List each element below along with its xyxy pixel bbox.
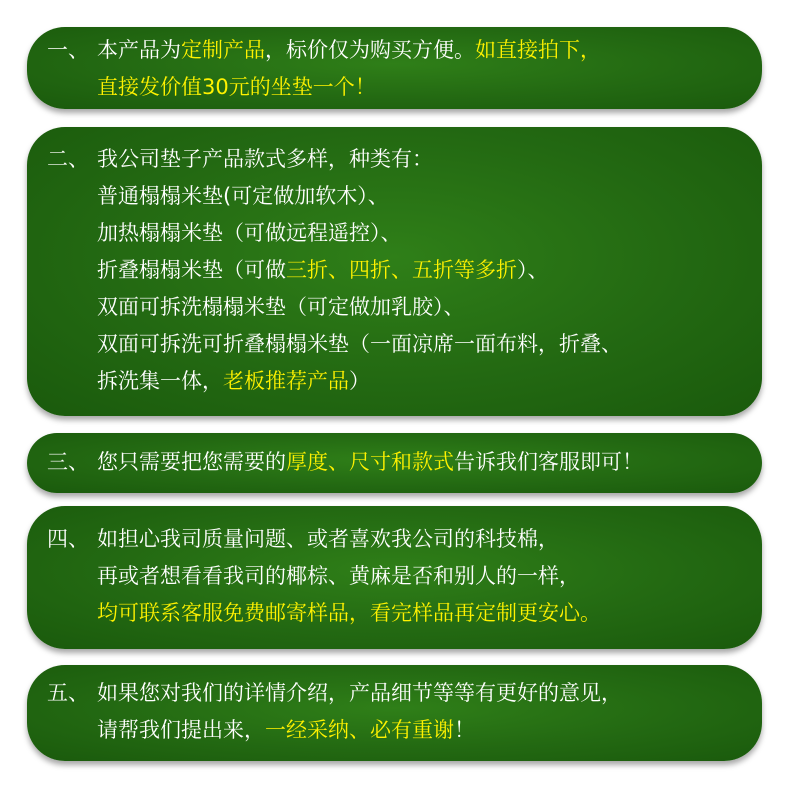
text-segment: 我公司垫子产品款式多样，种类有： (97, 147, 433, 171)
highlight-text: 老板推荐产品 (223, 369, 349, 393)
text-segment: ） (349, 369, 370, 393)
card-line (47, 675, 742, 712)
text-segment: 如果您对我们的详情介绍，产品细节等等有更好的意见， (97, 681, 622, 705)
card-line (47, 521, 742, 558)
card-line (47, 141, 742, 178)
notice-card-product-types (27, 127, 762, 416)
highlight-text: 厚度、尺寸和款式 (286, 450, 454, 474)
text-segment: 加热榻榻米垫（可做远程遥控）、 (97, 221, 402, 245)
text-segment: 您只需要把您需要的 (97, 450, 286, 474)
highlight-text: 直接发价值30元的坐垫一个！ (97, 75, 376, 99)
card-line (47, 363, 742, 400)
section-number: 三、 (47, 450, 89, 474)
text-segment: 折叠榻榻米垫（可做 (97, 258, 286, 282)
card-line (47, 69, 742, 106)
section-number: 一、 (47, 38, 89, 62)
highlight-text: 一经采纳、必有重谢 (265, 718, 454, 742)
text-segment: 双面可拆洗可折叠榻榻米垫（一面凉席一面布料，折叠、 (97, 332, 622, 356)
text-segment: 告诉我们客服即可！ (454, 450, 643, 474)
notice-card-custom-product (27, 27, 762, 109)
section-number: 五、 (47, 681, 89, 705)
notice-card-feedback (27, 665, 762, 761)
card-line (47, 444, 742, 481)
notice-card-customer-service (27, 433, 762, 493)
text-segment: 拆洗集一体， (97, 369, 223, 393)
card-line (47, 712, 742, 749)
text-segment: ，标价仅为购买方便。 (265, 38, 475, 62)
highlight-text: 定制产品 (181, 38, 265, 62)
text-segment: 请帮我们提出来， (97, 718, 265, 742)
text-segment: 普通榻榻米垫(可定做加软木）、 (97, 184, 389, 208)
card-line (47, 558, 742, 595)
card-line (47, 252, 742, 289)
text-segment: ）、 (517, 258, 549, 282)
card-line (47, 178, 742, 215)
text-segment: 再或者想看看我司的椰棕、黄麻是否和别人的一样， (97, 564, 580, 588)
card-line (47, 595, 742, 632)
section-number: 二、 (47, 147, 89, 171)
card-line (47, 32, 742, 69)
text-segment: 双面可拆洗榻榻米垫（可定做加乳胶）、 (97, 295, 465, 319)
text-segment: 如担心我司质量问题、或者喜欢我公司的科技棉， (97, 527, 559, 551)
text-segment: ！ (454, 718, 475, 742)
card-line (47, 326, 742, 363)
highlight-text: 三折、四折、五折等多折 (286, 258, 517, 282)
card-line (47, 215, 742, 252)
section-number: 四、 (47, 527, 89, 551)
card-line (47, 289, 742, 326)
highlight-text: 均可联系客服免费邮寄样品，看完样品再定制更安心。 (97, 601, 601, 625)
text-segment: 本产品为 (97, 38, 181, 62)
highlight-text: 如直接拍下， (475, 38, 601, 62)
notice-card-free-samples (27, 506, 762, 649)
